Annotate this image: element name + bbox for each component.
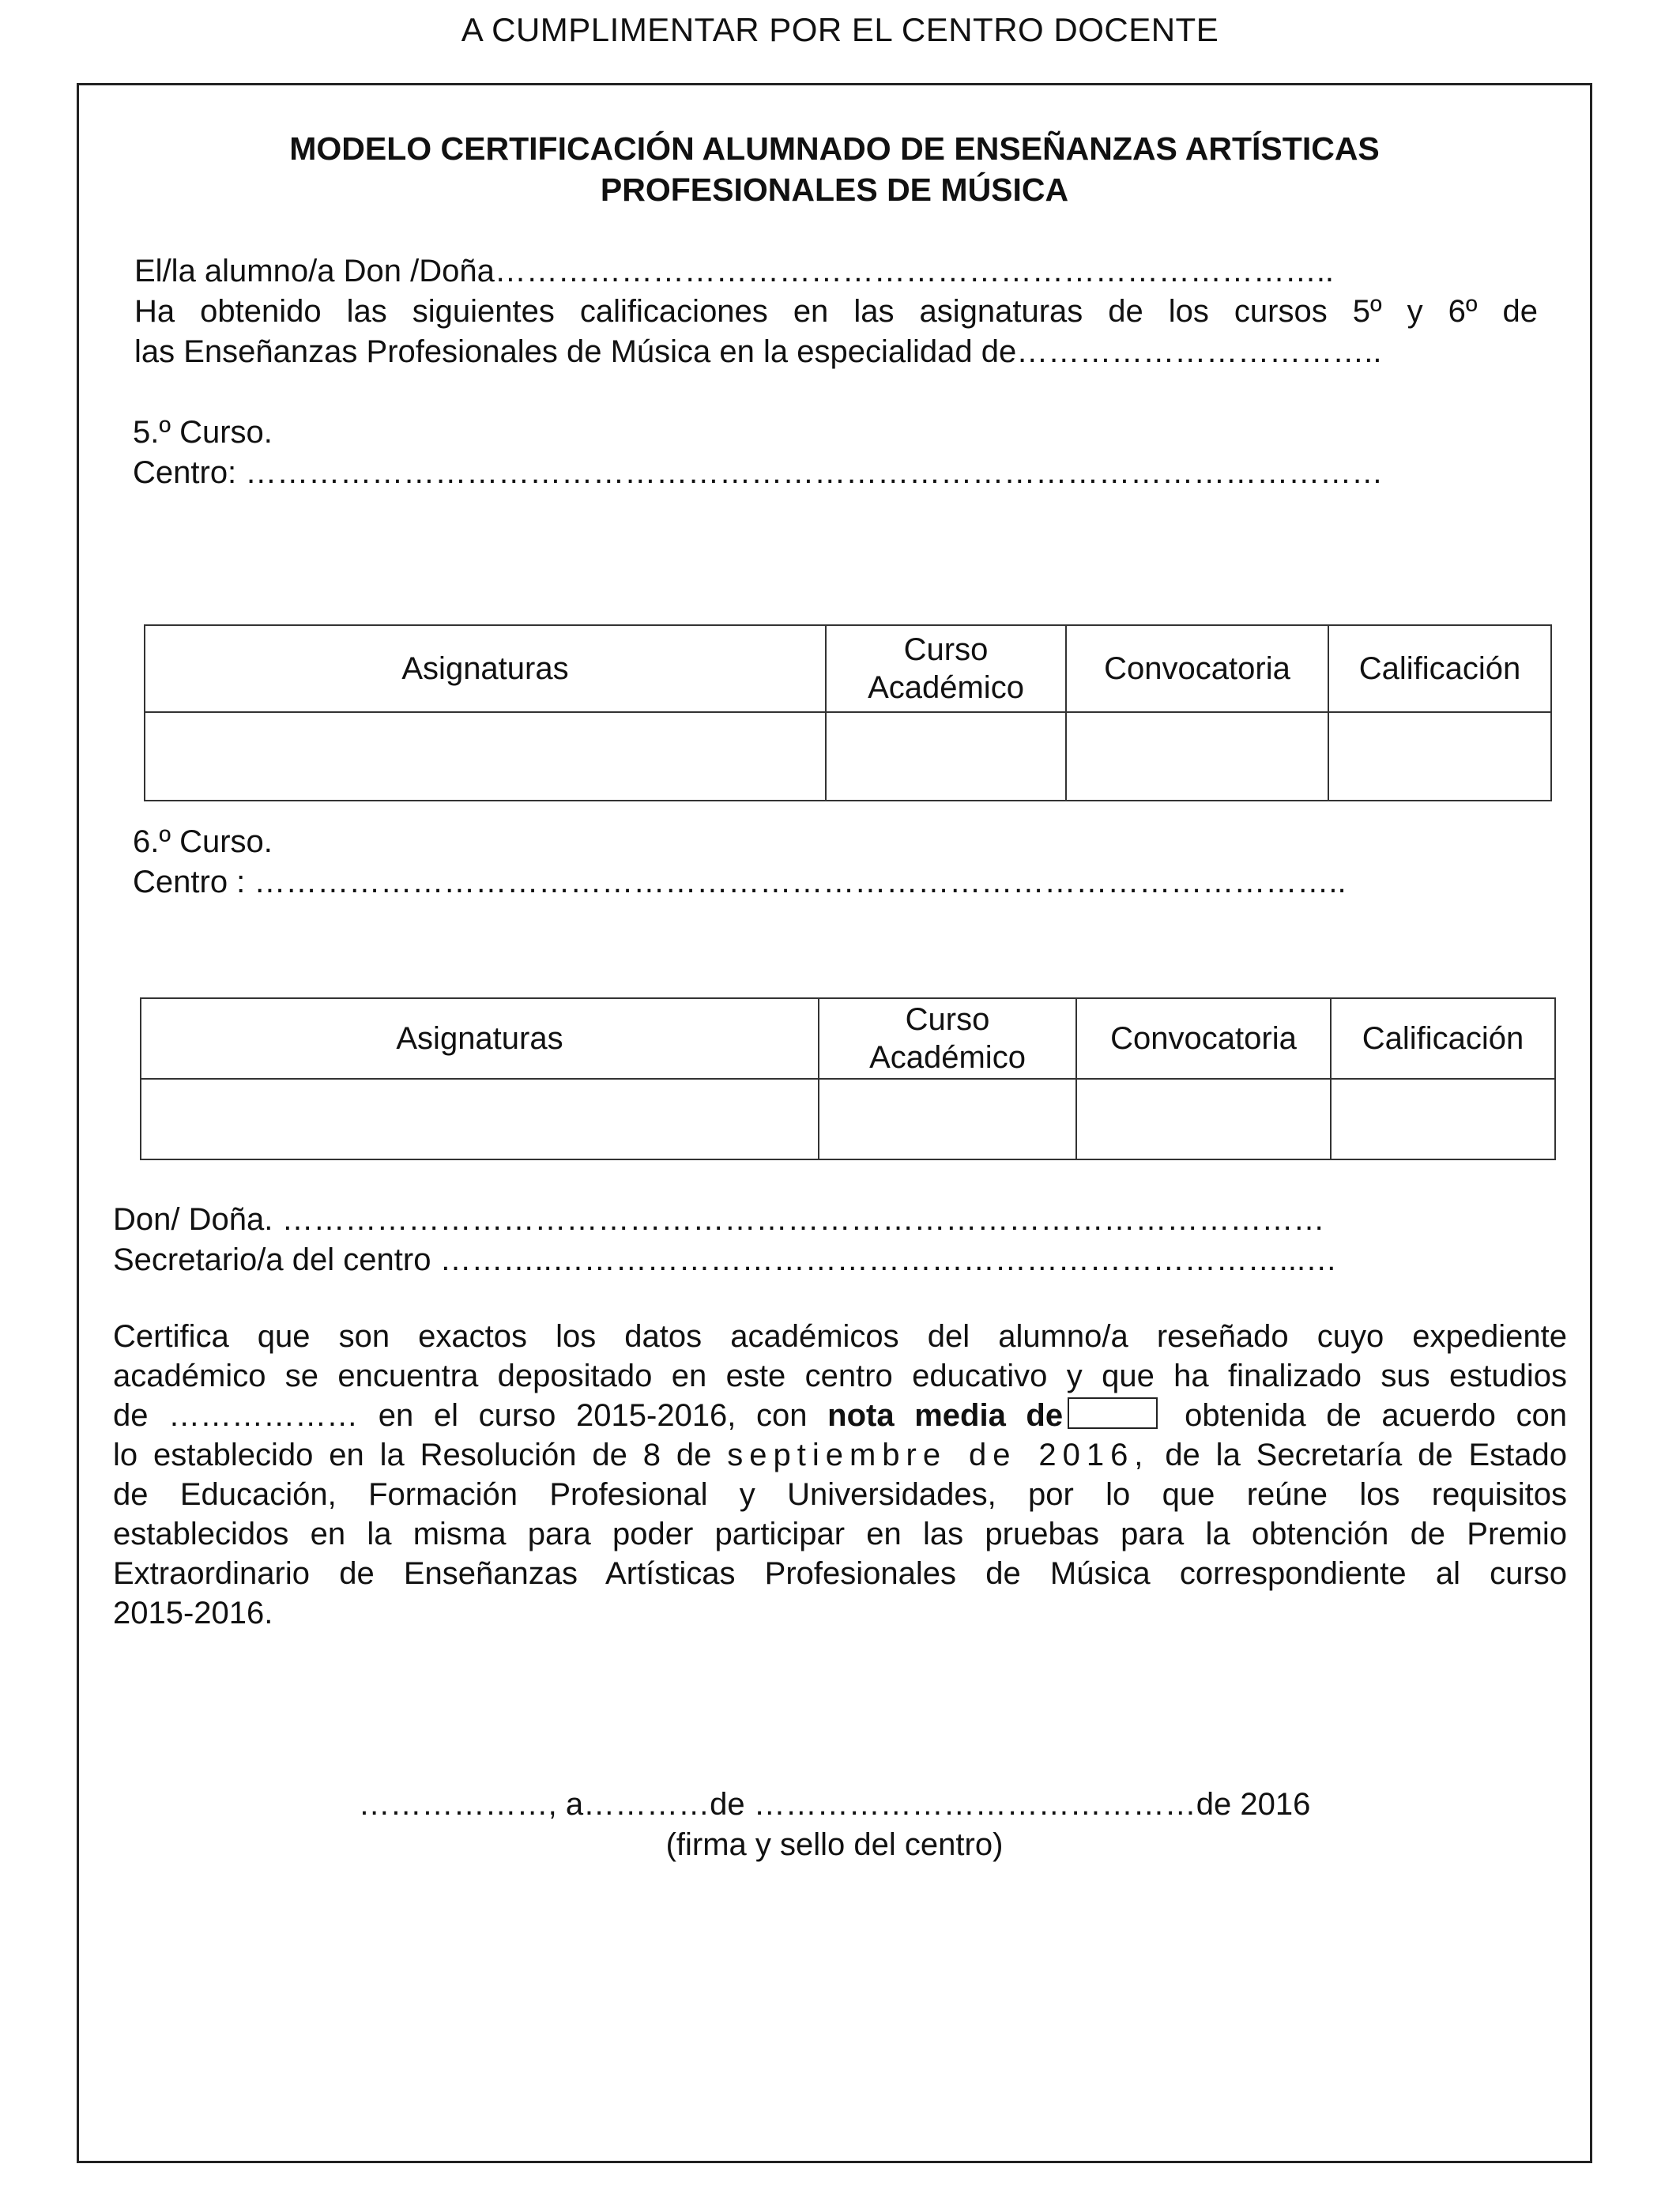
title-line-2: PROFESIONALES DE MÚSICA	[600, 172, 1069, 208]
secretary-centro-line[interactable]: Secretario/a del centro ………..……………………………………………………………...…	[113, 1242, 1338, 1277]
header-convocatoria: Convocatoria	[1066, 625, 1328, 712]
certification-text	[113, 1317, 1567, 1633]
top-heading: A CUMPLIMENTAR POR EL CENTRO DOCENTE	[461, 11, 1219, 48]
cell-curso-academico[interactable]	[819, 1079, 1076, 1159]
title-line-1: MODELO CERTIFICACIÓN ALUMNADO DE ENSEÑANZAS ARTÍSTICAS	[289, 130, 1380, 167]
certify-line-6: establecidos en la misma para poder participar en las pruebas para la obtención de Premio	[113, 1517, 1567, 1551]
table-header-row	[145, 625, 1551, 712]
certify-line-4	[113, 1435, 1567, 1475]
header-curso-academico: Curso Académico	[826, 625, 1066, 712]
course5-heading: 5.º Curso.	[133, 415, 273, 450]
certify-line-3	[113, 1396, 1567, 1435]
table-row	[141, 1079, 1555, 1159]
cell-convocatoria[interactable]	[1076, 1079, 1331, 1159]
header-calificacion: Calificación	[1331, 998, 1555, 1079]
certify-line-3-start: de ……………… en el curso 2015-2016, con	[113, 1398, 808, 1433]
cell-asignatura[interactable]	[145, 712, 826, 801]
intro-block	[134, 251, 1538, 372]
certify-line-4-end: de la Secretaría de Estado	[1165, 1438, 1567, 1472]
cell-curso-academico[interactable]	[826, 712, 1066, 801]
table-header-row	[141, 998, 1555, 1079]
cell-calificacion[interactable]	[1331, 1079, 1555, 1159]
student-name-line[interactable]: El/la alumno/a Don /Doña……………………………………………………………………..	[134, 254, 1335, 288]
intro-line-2: Ha obtenido las siguientes calificaciones en las asignaturas de los cursos 5º y 6º de	[134, 294, 1538, 329]
nota-media-box[interactable]	[1068, 1397, 1158, 1429]
certify-line-3-end: obtenida de acuerdo con	[1185, 1398, 1567, 1433]
course5-block	[133, 413, 1547, 493]
table-row	[145, 712, 1551, 801]
header-asignaturas: Asignaturas	[145, 625, 826, 712]
certify-line-5: de Educación, Formación Profesional y Universidades, por lo que reúne los requisitos	[113, 1477, 1567, 1512]
signature-caption: (firma y sello del centro)	[665, 1827, 1004, 1862]
course6-heading: 6.º Curso.	[133, 824, 273, 859]
certify-line-4-start: lo establecido en la Resolución de 8 de	[113, 1438, 712, 1472]
certify-line-2: académico se encuentra depositado en este centro educativo y que ha finalizado sus estudios	[113, 1359, 1567, 1393]
course5-table	[144, 624, 1552, 801]
course6-block	[133, 822, 1547, 903]
cell-convocatoria[interactable]	[1066, 712, 1328, 801]
header-convocatoria: Convocatoria	[1076, 998, 1331, 1079]
document-title	[77, 128, 1592, 210]
header-curso-academico: Curso Académico	[819, 998, 1076, 1079]
certify-line-7: Extraordinario de Enseñanzas Artísticas Profesionales de Música correspondiente al curso	[113, 1556, 1567, 1591]
nota-media-label: nota media de	[827, 1398, 1064, 1433]
header-calificacion: Calificación	[1328, 625, 1551, 712]
signature-date-line[interactable]: ………………, a…………de ……………………………………de 2016	[358, 1787, 1311, 1822]
course6-centro-line[interactable]: Centro : …………………………………………………………………………………………..	[133, 865, 1347, 899]
resolution-date: septiembre de 2016,	[727, 1438, 1150, 1472]
signature-block	[77, 1785, 1592, 1865]
cell-calificacion[interactable]	[1328, 712, 1551, 801]
course5-centro-line[interactable]: Centro: ………………………………………………………………………………………………	[133, 455, 1384, 490]
specialty-line[interactable]: las Enseñanzas Profesionales de Música en la especialidad de……………………………..	[134, 334, 1382, 369]
secretary-name-line[interactable]: Don/ Doña. ………………………………………………………………………………………	[113, 1202, 1325, 1237]
course6-table	[140, 997, 1556, 1160]
cell-asignatura[interactable]	[141, 1079, 819, 1159]
header-asignaturas: Asignaturas	[141, 998, 819, 1079]
certify-line-8: 2015-2016.	[113, 1596, 273, 1630]
secretary-block	[113, 1200, 1567, 1280]
certify-line-1: Certifica que son exactos los datos académicos del alumno/a reseñado cuyo expediente	[113, 1319, 1567, 1354]
